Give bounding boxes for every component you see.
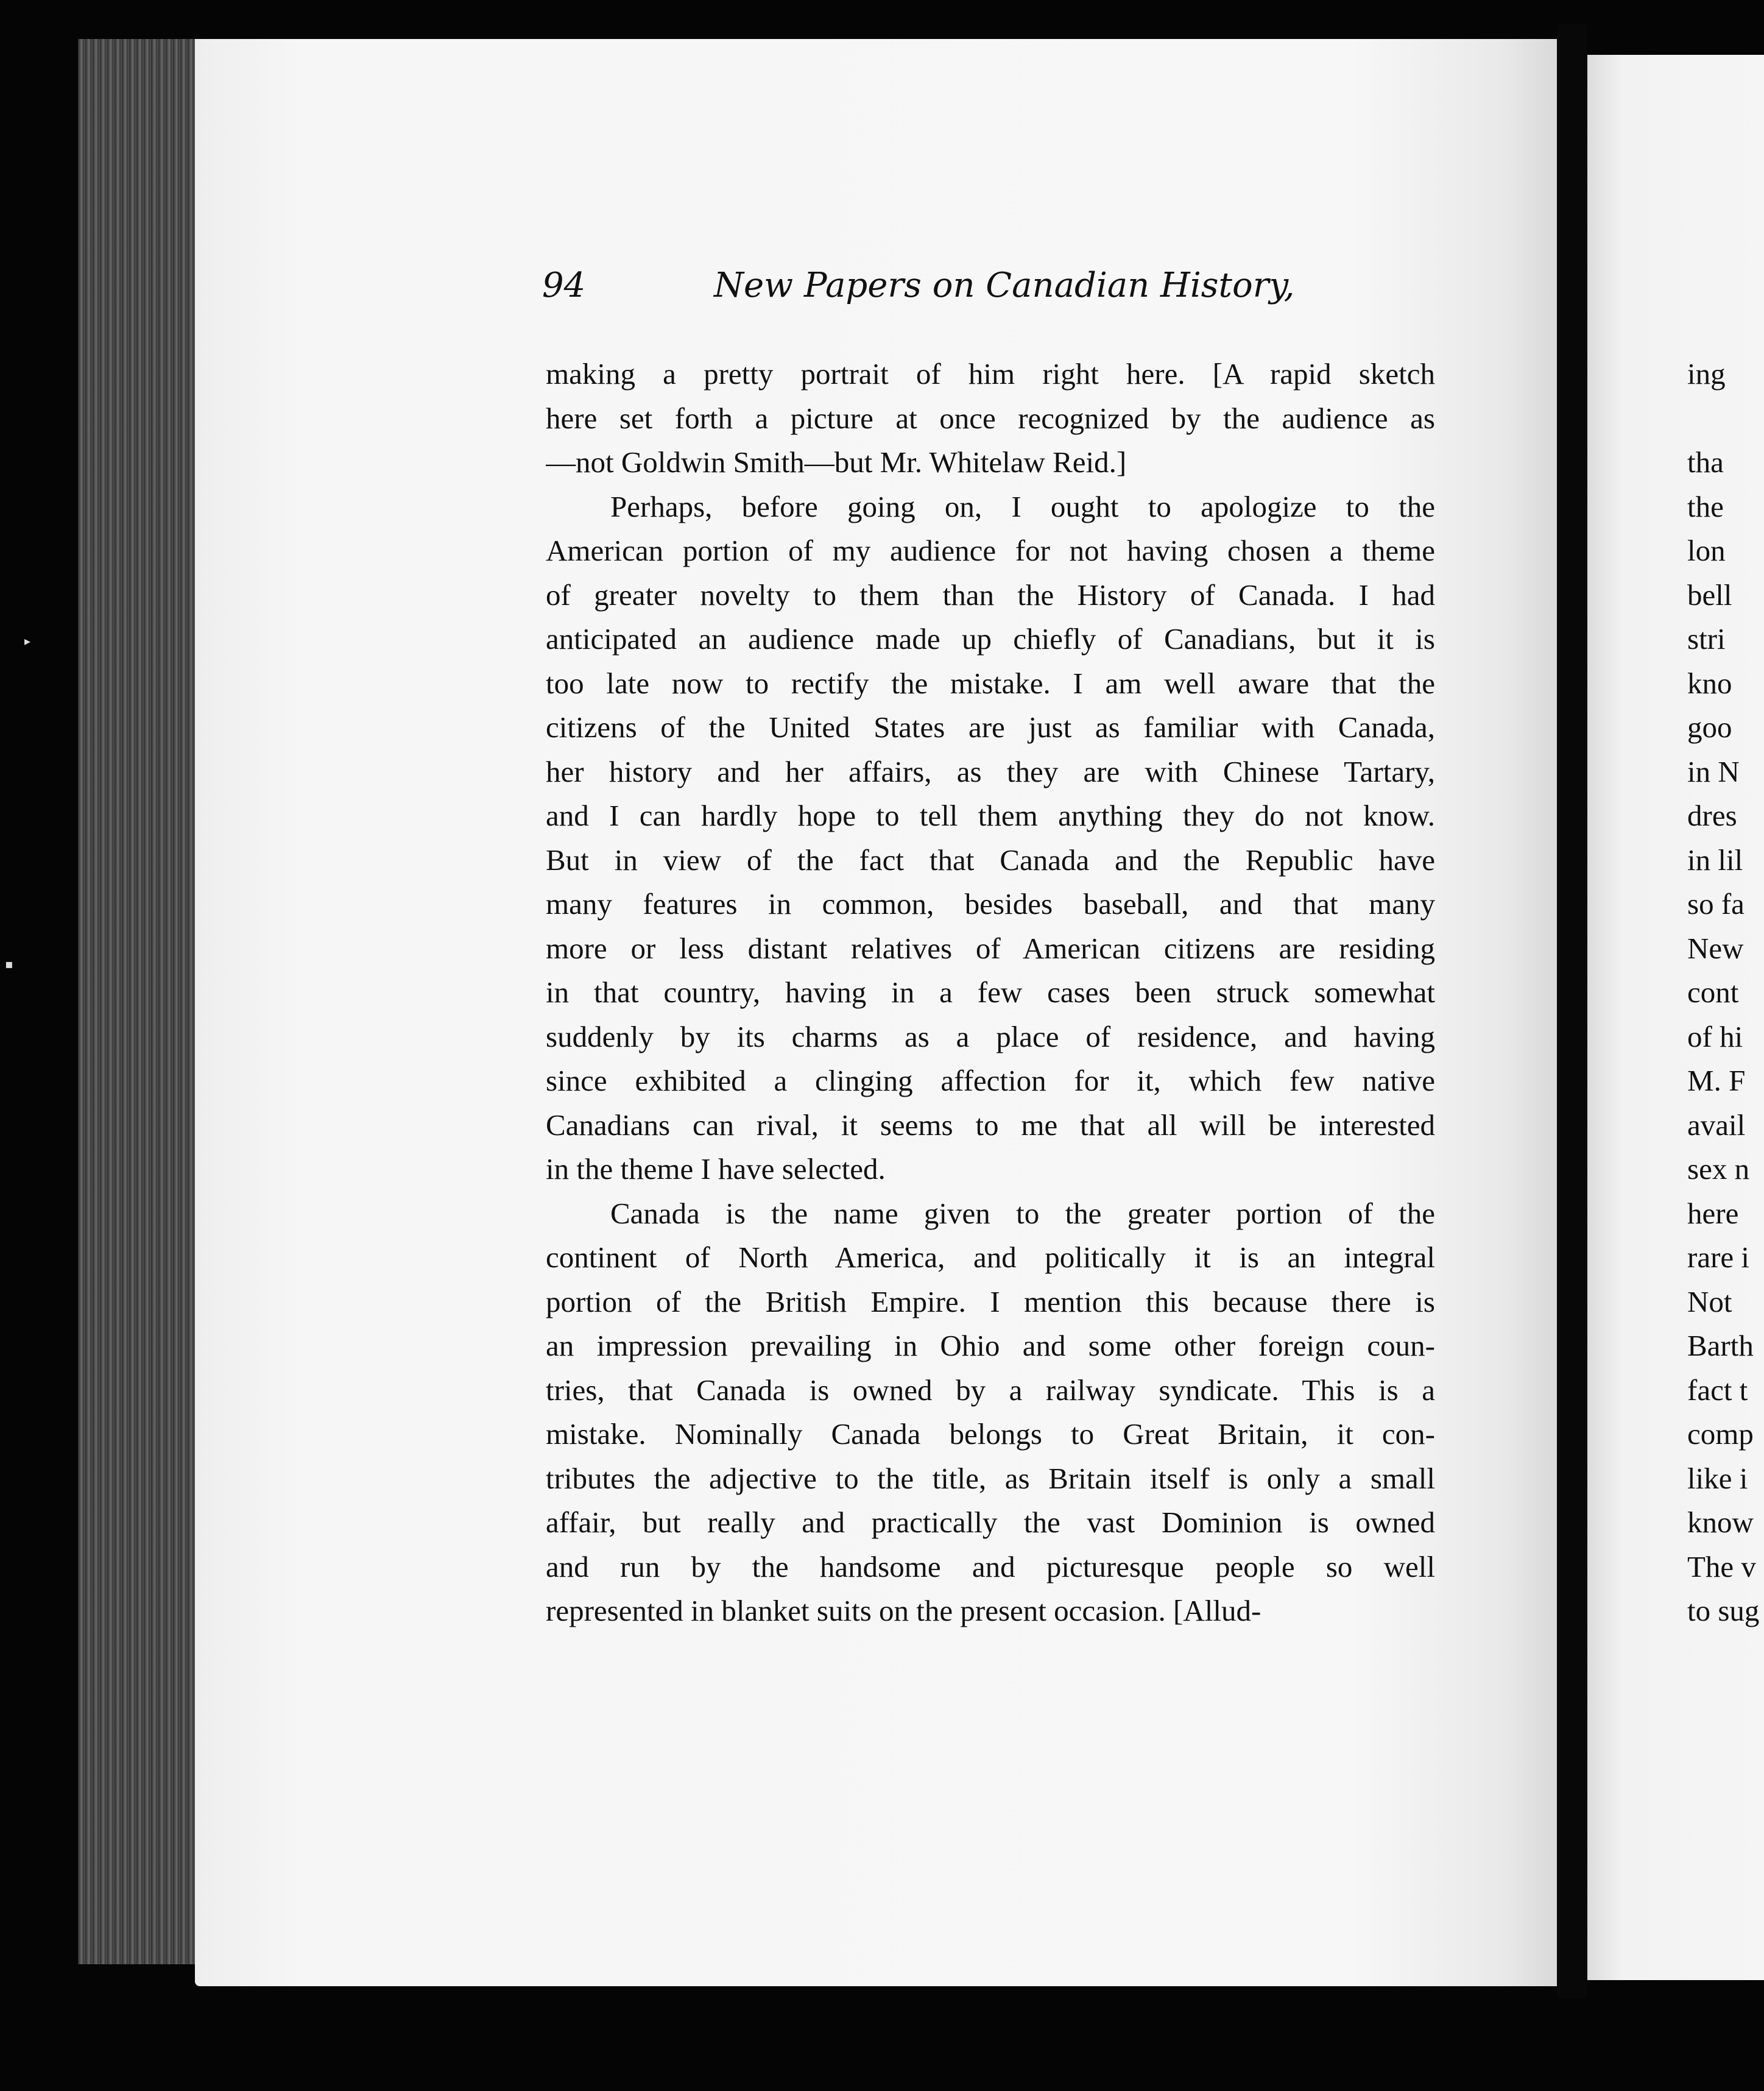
right-page-fragment: rare i <box>1687 1240 1749 1274</box>
right-page-fragment: fact t <box>1687 1373 1748 1407</box>
right-page-fragment: dres <box>1687 799 1737 832</box>
right-page-fragment: know <box>1687 1505 1754 1539</box>
text-line: Canada is the name given to the greater portion of the <box>610 1196 1435 1230</box>
right-page-text-fragments <box>1687 352 1764 1633</box>
right-page-fragment: New <box>1687 931 1744 965</box>
right-page-fragment: so fa <box>1687 887 1745 921</box>
text-line: an impression prevailing in Ohio and some other foreign coun- <box>546 1329 1435 1362</box>
text-line: But in view of the fact that Canada and the Republic have <box>546 843 1435 877</box>
right-page-fragment <box>1687 397 1764 441</box>
text-line: in that country, having in a few cases been struck somewhat <box>546 975 1435 1009</box>
text-line: in the theme I have selected. <box>546 1152 886 1186</box>
right-page-fragment: The v <box>1687 1549 1756 1583</box>
text-line: portion of the British Empire. I mention this because there is <box>546 1284 1435 1318</box>
text-line: and run by the handsome and picturesque people so well <box>546 1549 1435 1583</box>
text-line: affair, but really and practically the vast Dominion is owned <box>546 1505 1435 1539</box>
right-page-fragment: of hi <box>1687 1019 1743 1053</box>
text-line: citizens of the United States are just as familiar with Canada, <box>546 710 1435 744</box>
text-line: many features in common, besides baseball, and that many <box>546 887 1435 921</box>
right-page-fragment: tha <box>1687 445 1724 479</box>
body-text <box>546 352 1435 1633</box>
text-line: anticipated an audience made up chiefly of Canadians, but it is <box>546 622 1435 656</box>
text-line: tries, that Canada is owned by a railway syndicate. This is a <box>546 1373 1435 1407</box>
text-line: her history and her affairs, as they are with Chinese Tartary, <box>546 754 1435 788</box>
right-page-fragment: goo <box>1687 710 1732 744</box>
text-line: since exhibited a clinging affection for it, which few native <box>546 1064 1435 1097</box>
right-page-fragment: Barth <box>1687 1329 1754 1362</box>
text-line: —not Goldwin Smith—but Mr. Whitelaw Reid.] <box>546 445 1127 479</box>
text-line: tributes the adjective to the title, as Britain itself is only a small <box>546 1461 1435 1495</box>
text-line: Perhaps, before going on, I ought to apologize to the <box>610 489 1435 523</box>
text-line: too late now to rectify the mistake. I am well aware that the <box>546 666 1435 700</box>
right-page-fragment: in lil <box>1687 843 1743 877</box>
text-line: mistake. Nominally Canada belongs to Great Britain, it con- <box>546 1417 1435 1451</box>
page-number: 94 <box>542 266 586 305</box>
right-page-fragment: cont <box>1687 975 1739 1009</box>
right-page-fragment: M. F <box>1687 1064 1746 1097</box>
right-page-fragment: the <box>1687 489 1724 523</box>
text-line: suddenly by its charms as a place of residence, and having <box>546 1019 1435 1053</box>
text-line: more or less distant relatives of American citizens are residing <box>546 931 1435 965</box>
right-page-fragment: kno <box>1687 666 1732 700</box>
right-page-fragment: sex n <box>1687 1152 1750 1186</box>
book-gutter <box>1557 24 1587 1998</box>
running-title: New Papers on Canadian History, <box>714 266 1295 305</box>
right-page-fragment: Not <box>1687 1284 1732 1318</box>
right-page-fragment: comp <box>1687 1417 1754 1451</box>
right-page-fragment: in N <box>1687 754 1740 788</box>
text-line: represented in blanket suits on the present occasion. [Allud- <box>546 1594 1261 1627</box>
right-page-fragment: avail <box>1687 1108 1746 1142</box>
text-line: and I can hardly hope to tell them anything they do not know. <box>546 799 1435 832</box>
scan-speck: ▸ <box>24 634 31 648</box>
text-line: here set forth a picture at once recognized by the audience as <box>546 401 1435 435</box>
text-line: making a pretty portrait of him right here. [A rapid sketch <box>546 357 1435 391</box>
text-line: of greater novelty to them than the History of Canada. I had <box>546 578 1435 612</box>
text-line: continent of North America, and politically it is an integral <box>546 1240 1435 1274</box>
right-page-fragment: like i <box>1687 1461 1748 1495</box>
text-line: Canadians can rival, it seems to me that all will be interested <box>546 1108 1435 1142</box>
scan-speck: ▪ <box>5 957 13 971</box>
right-page-fragment: to sug <box>1687 1594 1760 1627</box>
right-page-fragment: bell <box>1687 578 1732 612</box>
right-page-fragment: lon <box>1687 534 1726 567</box>
right-page-fragment: ing <box>1687 357 1726 391</box>
right-page-fragment: here <box>1687 1196 1739 1230</box>
text-line: American portion of my audience for not having chosen a theme <box>546 534 1435 567</box>
page-edges <box>78 39 208 1964</box>
right-page-fragment: stri <box>1687 622 1726 656</box>
